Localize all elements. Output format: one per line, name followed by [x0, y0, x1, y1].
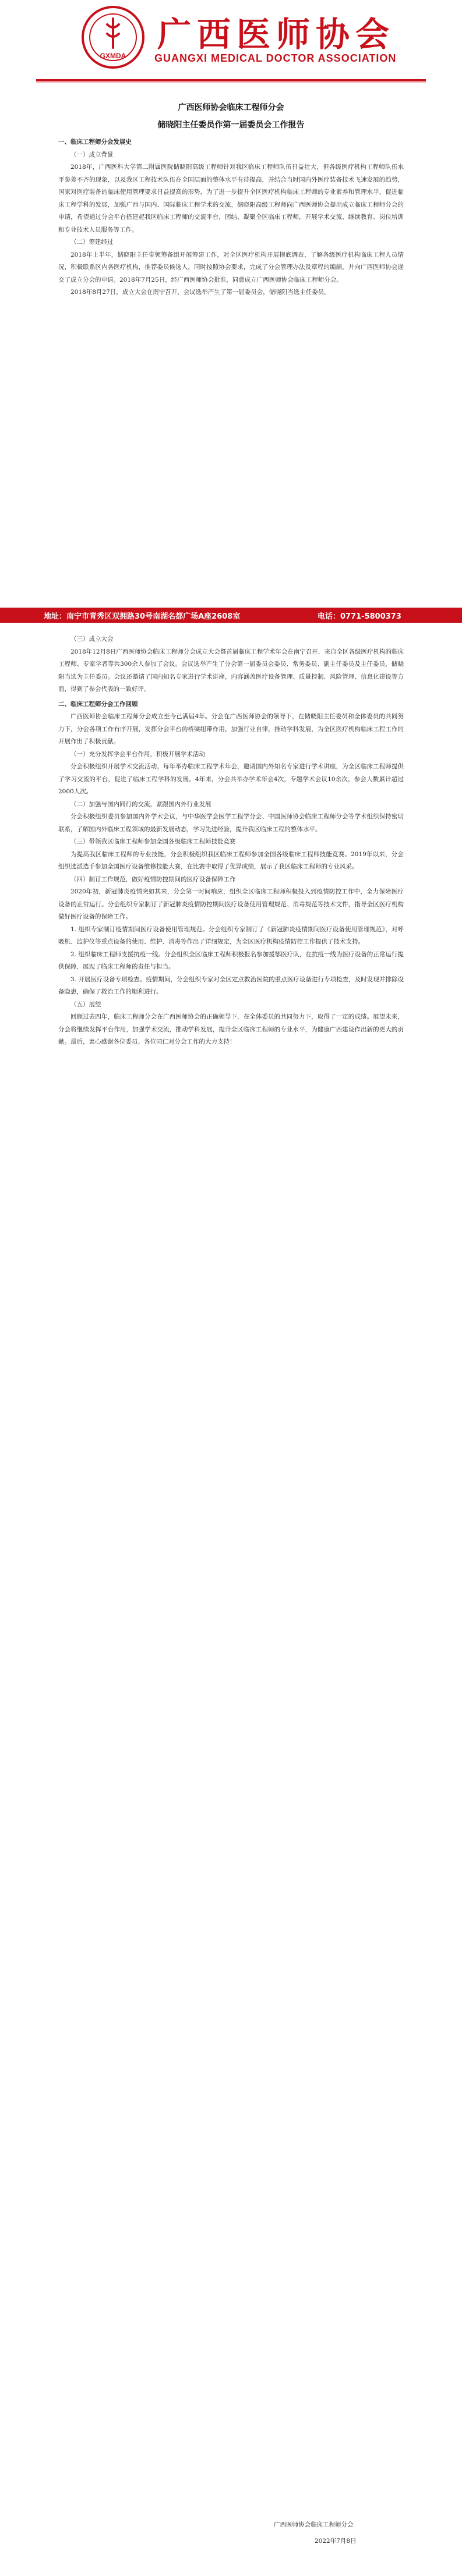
subsection-heading: （一）充分发挥学会平台作用，积极开展学术活动 [70, 750, 205, 758]
org-name-cn: 广西医师协会 [157, 15, 396, 54]
org-name-en: GUANGXI MEDICAL DOCTOR ASSOCIATION [154, 52, 397, 64]
phone-text: 电话：0771-5800373 [318, 612, 401, 621]
subsection-heading: （五）展望 [70, 1000, 101, 1008]
paragraph: 分会积极组织开展学术交流活动，每年举办临床工程学术年会，邀请国内外知名专家进行学术讲座，为全区临床工程师提供了学习交流的平台，促进了临床工程学科的发展。4年来，分会共举办学术年会4次，专题学术会议10余次，参会人数累计超过2000人次。 [58, 763, 404, 795]
signature-date: 2022年7月8日 [315, 2538, 357, 2545]
letterhead [35, 5, 427, 74]
address-text: 地址：南宁市青秀区双拥路30号南湖名都广场A座2608室 [44, 612, 241, 621]
subsection-heading: （二）筹建经过 [70, 239, 114, 246]
subsection-heading: （一）成立背景 [70, 151, 114, 158]
signature-org: 广西医师协会临床工程师分会 [274, 2521, 354, 2528]
paragraph: 1. 组织专家制订疫情期间医疗设备使用管理规范。分会组织专家制订了《新冠肺炎疫情期间医疗设备使用管理规范》，对呼吸机、监护仪等重点设备的使用、维护、消毒等作出了详细规定，为全区医疗机构疫情防控工作提供了技术支持。 [58, 925, 404, 945]
paragraph: 广西医师协会临床工程师分会成立至今已满届4年。分会在广西医师协会的领导下，在储晓阳主任委员和全体委员的共同努力下，分会各项工作有序开展，发挥分会平台的桥梁纽带作用，加强行业自律，推动学科发展，为全区医疗机构临床工程工作的开展作出了积极贡献。 [58, 713, 404, 745]
report-body-part2 [58, 633, 404, 1049]
association-logo [80, 5, 146, 70]
subsection-heading: （四）制订工作规范，做好疫情防控期间的医疗设备保障工作 [70, 875, 236, 883]
report-body-part1 [58, 99, 404, 299]
subsection-heading: （三）带领我区临床工程师参加全国各级临床工程师技能竞赛 [70, 838, 236, 845]
paragraph: 为提高我区临床工程师的专业技能，分会积极组织我区临床工程师参加全国各级临床工程师技能竞赛。2019年以来，分会组织选派选手参加全国医疗设备维修技能大赛，在比赛中取得了优异成绩，展示了我区临床工程师的专业风采。 [58, 850, 404, 870]
subsection-heading: （二）加强与国内同行的交流，紧跟国内外行业发展 [70, 800, 211, 808]
subsection-heading: （三）成立大会 [70, 636, 114, 643]
report-title-line2: 储晓阳主任委员作第一届委员会工作报告 [157, 120, 305, 130]
address-bar [0, 608, 462, 623]
paragraph: 2018年上半年，储晓阳主任带领筹备组开展筹建工作，对全区医疗机构开展摸底调查，了解各级医疗机构临床工程人员情况，积极联系区内各医疗机构，推荐委员候选人，同时按照协会要求，完成了分会管理办法及章程的编制，并向广西医师协会递交了成立分会的申请。2018年7月25日，经广西医师协会批准，同意成立广西医师协会临床工程师分会。 [58, 251, 404, 283]
section-heading: 二、临床工程师分会工作回顾 [58, 700, 138, 708]
header-rule [36, 79, 426, 81]
paragraph: 3. 开展医疗设备专项检查。疫情期间，分会组织专家对全区定点救治医院的重点医疗设备进行专项检查，及时发现并排除设备隐患，确保了救治工作的顺利进行。 [58, 975, 404, 995]
paragraph: 分会积极组织委员参加国内外学术会议，与中华医学会医学工程学分会、中国医师协会临床工程师分会等学术组织保持密切联系，了解国内外临床工程领域的最新发展动态，学习先进经验，提升我区临床工程的整体水平。 [58, 813, 404, 833]
paragraph: 2. 组织临床工程师支援抗疫一线。分会组织全区临床工程师积极报名参加援鄂医疗队，在抗疫一线为医疗设备的正常运行提供保障，展现了临床工程师的责任与担当。 [58, 950, 404, 970]
paragraph: 2018年，广西医科大学第二附属医院储晓阳高级工程师针对我区临床工程师队伍日益壮大，但各级医疗机构工程师队伍水平参差不齐的现象，以及我区工程技术队伍在全国层面的整体水平有待提高，并结合当时国内外医疗装备技术飞速发展的趋势，国家对医疗装备的临床使用管理要求日益提高的形势，为了进一步提升全区医疗机构临床工程师的专业素养和管理水平，促进临床工程学科的发展，加强广西与国内、国际临床工程学术的交流，储晓阳高级工程师向广西医师协会提出成立临床工程师分会的申请，希望通过分会平台搭建起我区临床工程师的交流平台，团结、凝聚全区临床工程师，开展学术交流、继续教育、岗位培训和专业技术人员服务等工作。 [58, 164, 404, 233]
paragraph: 2018年8月27日，成立大会在南宁召开，会议选举产生了第一届委员会，储晓阳当选主任委员。 [70, 289, 330, 296]
report-title-line1: 广西医师协会临床工程师分会 [178, 103, 284, 112]
paragraph: 2018年12月8日广西医师协会临床工程师分会成立大会暨首届临床工程学术年会在南宁召开，来自全区各级医疗机构的临床工程师、专家学者等共300余人参加了会议。会议选举产生了分会第一届委员会委员、常务委员、副主任委员及主任委员，储晓阳当选为主任委员。会议还邀请了国内知名专家进行学术讲座，内容涵盖医疗设备管理、质量控制、风险管理、信息化建设等方面，得到了参会代表的一致好评。 [58, 648, 404, 693]
paragraph: 2020年初，新冠肺炎疫情突如其来，分会第一时间响应，组织全区临床工程师积极投入到疫情防控工作中，全力保障医疗设备的正常运行。分会组织专家制订了新冠肺炎疫情防控期间医疗设备使用管理规范、消毒规范等技术文件，指导全区医疗机构做好医疗设备的保障工作。 [58, 888, 404, 920]
signature-block [0, 2520, 462, 2573]
paragraph: 回顾过去四年，临床工程师分会在广西医师协会的正确领导下，在全体委员的共同努力下，取得了一定的成绩。展望未来，分会将继续发挥平台作用，加强学术交流，推动学科发展，提升全区临床工程师的专业水平，为健康广西建设作出新的更大的贡献。最后，衷心感谢各位委员、各位同仁对分会工作的大力支持！ [58, 1013, 404, 1045]
section-heading: 一、临床工程师分会发展史 [58, 139, 132, 146]
logo-lettering: GXMDA [100, 52, 126, 60]
